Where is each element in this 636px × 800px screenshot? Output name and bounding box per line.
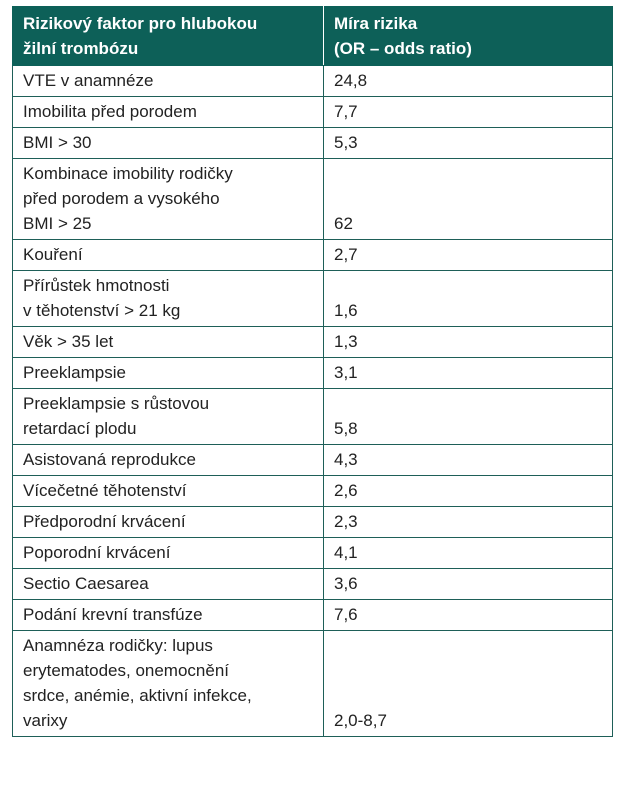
table-row bbox=[13, 569, 613, 600]
risk-factor-cell: Předporodní krvácení bbox=[13, 507, 324, 538]
table-row bbox=[13, 240, 613, 271]
risk-factor-cell: Kombinace imobility rodičky před porodem a vysokého BMI > 25 bbox=[13, 159, 324, 240]
header-risk-factor: Rizikový faktor pro hlubokou žilní trombózu bbox=[13, 7, 324, 66]
risk-factor-cell: Asistovaná reprodukce bbox=[13, 445, 324, 476]
risk-factor-table-container bbox=[12, 6, 612, 737]
odds-ratio-cell: 1,3 bbox=[324, 327, 613, 358]
odds-ratio-cell: 62 bbox=[324, 159, 613, 240]
risk-factor-cell: Přírůstek hmotnosti v těhotenství > 21 kg bbox=[13, 271, 324, 327]
odds-ratio-cell: 4,1 bbox=[324, 538, 613, 569]
odds-ratio-cell: 5,8 bbox=[324, 389, 613, 445]
risk-factor-cell: BMI > 30 bbox=[13, 128, 324, 159]
risk-factor-cell: VTE v anamnéze bbox=[13, 66, 324, 97]
table-row bbox=[13, 600, 613, 631]
table-row bbox=[13, 538, 613, 569]
odds-ratio-cell: 2,3 bbox=[324, 507, 613, 538]
risk-factor-cell: Preeklampsie bbox=[13, 358, 324, 389]
risk-factor-cell: Sectio Caesarea bbox=[13, 569, 324, 600]
risk-factor-cell: Věk > 35 let bbox=[13, 327, 324, 358]
table-row bbox=[13, 128, 613, 159]
odds-ratio-cell: 7,7 bbox=[324, 97, 613, 128]
odds-ratio-cell: 2,7 bbox=[324, 240, 613, 271]
risk-factor-cell: Podání krevní transfúze bbox=[13, 600, 324, 631]
risk-factor-table bbox=[12, 6, 613, 737]
risk-factor-cell: Kouření bbox=[13, 240, 324, 271]
odds-ratio-cell: 2,6 bbox=[324, 476, 613, 507]
table-row bbox=[13, 66, 613, 97]
table-row bbox=[13, 97, 613, 128]
odds-ratio-cell: 3,6 bbox=[324, 569, 613, 600]
risk-factor-cell: Anamnéza rodičky: lupus erytematodes, onemocnění srdce, anémie, aktivní infekce, varixy bbox=[13, 631, 324, 737]
table-row bbox=[13, 507, 613, 538]
odds-ratio-cell: 5,3 bbox=[324, 128, 613, 159]
table-header-row bbox=[13, 7, 613, 66]
table-row bbox=[13, 327, 613, 358]
risk-factor-cell: Preeklampsie s růstovou retardací plodu bbox=[13, 389, 324, 445]
odds-ratio-cell: 24,8 bbox=[324, 66, 613, 97]
odds-ratio-cell: 7,6 bbox=[324, 600, 613, 631]
odds-ratio-cell: 4,3 bbox=[324, 445, 613, 476]
table-row bbox=[13, 445, 613, 476]
risk-factor-cell: Vícečetné těhotenství bbox=[13, 476, 324, 507]
table-row bbox=[13, 358, 613, 389]
risk-factor-cell: Poporodní krvácení bbox=[13, 538, 324, 569]
odds-ratio-cell: 2,0-8,7 bbox=[324, 631, 613, 737]
table-row bbox=[13, 159, 613, 240]
header-risk-measure: Míra rizika (OR – odds ratio) bbox=[324, 7, 613, 66]
table-row bbox=[13, 476, 613, 507]
odds-ratio-cell: 1,6 bbox=[324, 271, 613, 327]
odds-ratio-cell: 3,1 bbox=[324, 358, 613, 389]
risk-factor-cell: Imobilita před porodem bbox=[13, 97, 324, 128]
table-row bbox=[13, 631, 613, 737]
table-row bbox=[13, 271, 613, 327]
table-row bbox=[13, 389, 613, 445]
